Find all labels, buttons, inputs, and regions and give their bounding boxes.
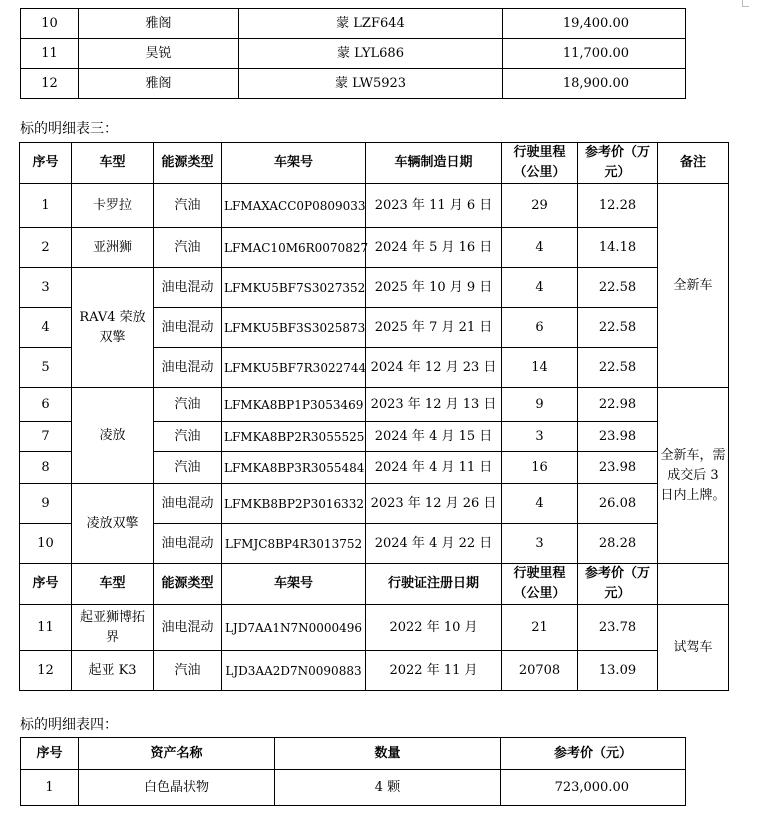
row-mileage: 14 (502, 348, 578, 388)
row-mileage: 6 (502, 308, 578, 348)
row-vin: LFMKU5BF3S3025873 (222, 308, 366, 348)
row-mileage: 3 (502, 422, 578, 452)
row-vin: LFMKA8BP3R3055484 (222, 452, 366, 484)
row-price: 13.09 (578, 651, 658, 691)
remark-new-plate: 全新车，需成交后 3 日内上牌。 (658, 388, 729, 564)
row-mileage: 4 (502, 484, 578, 524)
table-header-row (20, 564, 729, 605)
table-row (21, 69, 686, 99)
row-plate: 蒙 LW5923 (239, 69, 503, 99)
row-mileage: 3 (502, 524, 578, 564)
table-row (20, 651, 729, 691)
row-date: 2024 年 4 月 22 日 (366, 524, 502, 564)
row-model: 起亚狮博拓界 (72, 605, 154, 651)
row-price: 23.98 (578, 422, 658, 452)
row-no: 10 (20, 524, 72, 564)
header-remark-empty (658, 564, 729, 605)
row-date: 2023 年 12 月 13 日 (366, 388, 502, 422)
row-date: 2022 年 10 月 (366, 605, 502, 651)
row-energy: 油电混动 (154, 524, 222, 564)
header-model: 车型 (72, 143, 154, 184)
row-date: 2024 年 4 月 15 日 (366, 422, 502, 452)
header-energy: 能源类型 (154, 564, 222, 605)
row-mileage: 9 (502, 388, 578, 422)
row-price: 19,400.00 (503, 9, 686, 39)
remark-test: 试驾车 (658, 605, 729, 691)
row-price: 14.18 (578, 228, 658, 268)
header-energy: 能源类型 (154, 143, 222, 184)
row-energy: 油电混动 (154, 268, 222, 308)
row-mileage: 29 (502, 184, 578, 228)
row-model: 亚洲狮 (72, 228, 154, 268)
row-price: 22.98 (578, 388, 658, 422)
section4-title: 标的明细表四： (20, 717, 118, 733)
row-model: 雅阁 (79, 69, 239, 99)
row-vin: LFMAC10M6R0070827 (222, 228, 366, 268)
row-energy: 汽油 (154, 388, 222, 422)
row-no: 5 (20, 348, 72, 388)
row-price: 18,900.00 (503, 69, 686, 99)
row-vin: LFMKB8BP2P3016332 (222, 484, 366, 524)
header-no: 序号 (20, 564, 72, 605)
table-row (20, 268, 729, 308)
header-price: 参考价（元） (501, 738, 686, 770)
row-model: 昊锐 (79, 39, 239, 69)
row-price: 12.28 (578, 184, 658, 228)
table-header-row (21, 738, 686, 770)
row-date: 2023 年 12 月 26 日 (366, 484, 502, 524)
table-section4 (20, 737, 686, 806)
row-qty: 4 颗 (275, 770, 501, 806)
table-row (20, 388, 729, 422)
row-date: 2023 年 11 月 6 日 (366, 184, 502, 228)
remark-new: 全新车 (658, 184, 729, 388)
row-date: 2022 年 11 月 (366, 651, 502, 691)
header-asset-name: 资产名称 (79, 738, 275, 770)
row-vin: LJD3AA2D7N0090883 (222, 651, 366, 691)
row-energy: 汽油 (154, 228, 222, 268)
row-date: 2025 年 10 月 9 日 (366, 268, 502, 308)
table-row (21, 39, 686, 69)
row-plate: 蒙 LYL686 (239, 39, 503, 69)
row-energy: 油电混动 (154, 484, 222, 524)
header-vin: 车架号 (222, 564, 366, 605)
header-remark: 备注 (658, 143, 729, 184)
row-no: 6 (20, 388, 72, 422)
row-price: 723,000.00 (501, 770, 686, 806)
row-model: 卡罗拉 (72, 184, 154, 228)
row-no: 3 (20, 268, 72, 308)
row-vin: LFMJC8BP4R3013752 (222, 524, 366, 564)
table-row (20, 228, 729, 268)
row-energy: 汽油 (154, 422, 222, 452)
table-row (20, 484, 729, 524)
header-model: 车型 (72, 564, 154, 605)
row-model: RAV4 荣放双擎 (72, 268, 154, 388)
row-no: 7 (20, 422, 72, 452)
header-no: 序号 (21, 738, 79, 770)
row-date: 2025 年 7 月 21 日 (366, 308, 502, 348)
row-no: 11 (21, 39, 79, 69)
page-corner-mark (742, 0, 749, 7)
row-no: 4 (20, 308, 72, 348)
row-price: 22.58 (578, 308, 658, 348)
row-vin: LFMAXACC0P0809033 (222, 184, 366, 228)
row-energy: 油电混动 (154, 308, 222, 348)
row-no: 2 (20, 228, 72, 268)
row-price: 22.58 (578, 268, 658, 308)
row-mileage: 4 (502, 228, 578, 268)
row-price: 28.28 (578, 524, 658, 564)
row-no: 1 (20, 184, 72, 228)
row-energy: 汽油 (154, 651, 222, 691)
table-section3 (19, 142, 729, 691)
row-energy: 汽油 (154, 184, 222, 228)
row-model: 凌放 (72, 388, 154, 484)
row-no: 12 (20, 651, 72, 691)
row-mileage: 4 (502, 268, 578, 308)
header-date: 车辆制造日期 (366, 143, 502, 184)
row-no: 10 (21, 9, 79, 39)
header-price: 参考价（万元） (578, 143, 658, 184)
row-mileage: 21 (502, 605, 578, 651)
table-top (20, 8, 686, 99)
row-no: 1 (21, 770, 79, 806)
header-mileage: 行驶里程（公里） (502, 564, 578, 605)
row-date: 2024 年 5 月 16 日 (366, 228, 502, 268)
header-no: 序号 (20, 143, 72, 184)
row-date: 2024 年 12 月 23 日 (366, 348, 502, 388)
section3-title: 标的明细表三： (20, 121, 118, 137)
row-date: 2024 年 4 月 11 日 (366, 452, 502, 484)
row-vin: LFMKA8BP1P3053469 (222, 388, 366, 422)
table-row (20, 184, 729, 228)
row-price: 23.78 (578, 605, 658, 651)
row-no: 12 (21, 69, 79, 99)
table-row (21, 9, 686, 39)
row-price: 26.08 (578, 484, 658, 524)
row-no: 8 (20, 452, 72, 484)
row-price: 22.58 (578, 348, 658, 388)
row-price: 23.98 (578, 452, 658, 484)
header-mileage: 行驶里程（公里） (502, 143, 578, 184)
row-no: 11 (20, 605, 72, 651)
row-mileage: 20708 (502, 651, 578, 691)
row-model: 雅阁 (79, 9, 239, 39)
header-price: 参考价（万元） (578, 564, 658, 605)
header-qty: 数量 (275, 738, 501, 770)
row-vin: LJD7AA1N7N0000496 (222, 605, 366, 651)
row-price: 11,700.00 (503, 39, 686, 69)
row-plate: 蒙 LZF644 (239, 9, 503, 39)
row-energy: 汽油 (154, 452, 222, 484)
row-model: 起亚 K3 (72, 651, 154, 691)
row-no: 9 (20, 484, 72, 524)
row-vin: LFMKU5BF7S3027352 (222, 268, 366, 308)
header-vin: 车架号 (222, 143, 366, 184)
table-row (21, 770, 686, 806)
row-vin: LFMKA8BP2R3055525 (222, 422, 366, 452)
table-row (20, 605, 729, 651)
row-mileage: 16 (502, 452, 578, 484)
row-energy: 油电混动 (154, 605, 222, 651)
row-asset-name: 白色晶状物 (79, 770, 275, 806)
row-energy: 油电混动 (154, 348, 222, 388)
row-model: 凌放双擎 (72, 484, 154, 564)
row-vin: LFMKU5BF7R3022744 (222, 348, 366, 388)
table-header-row (20, 143, 729, 184)
header-reg-date: 行驶证注册日期 (366, 564, 502, 605)
